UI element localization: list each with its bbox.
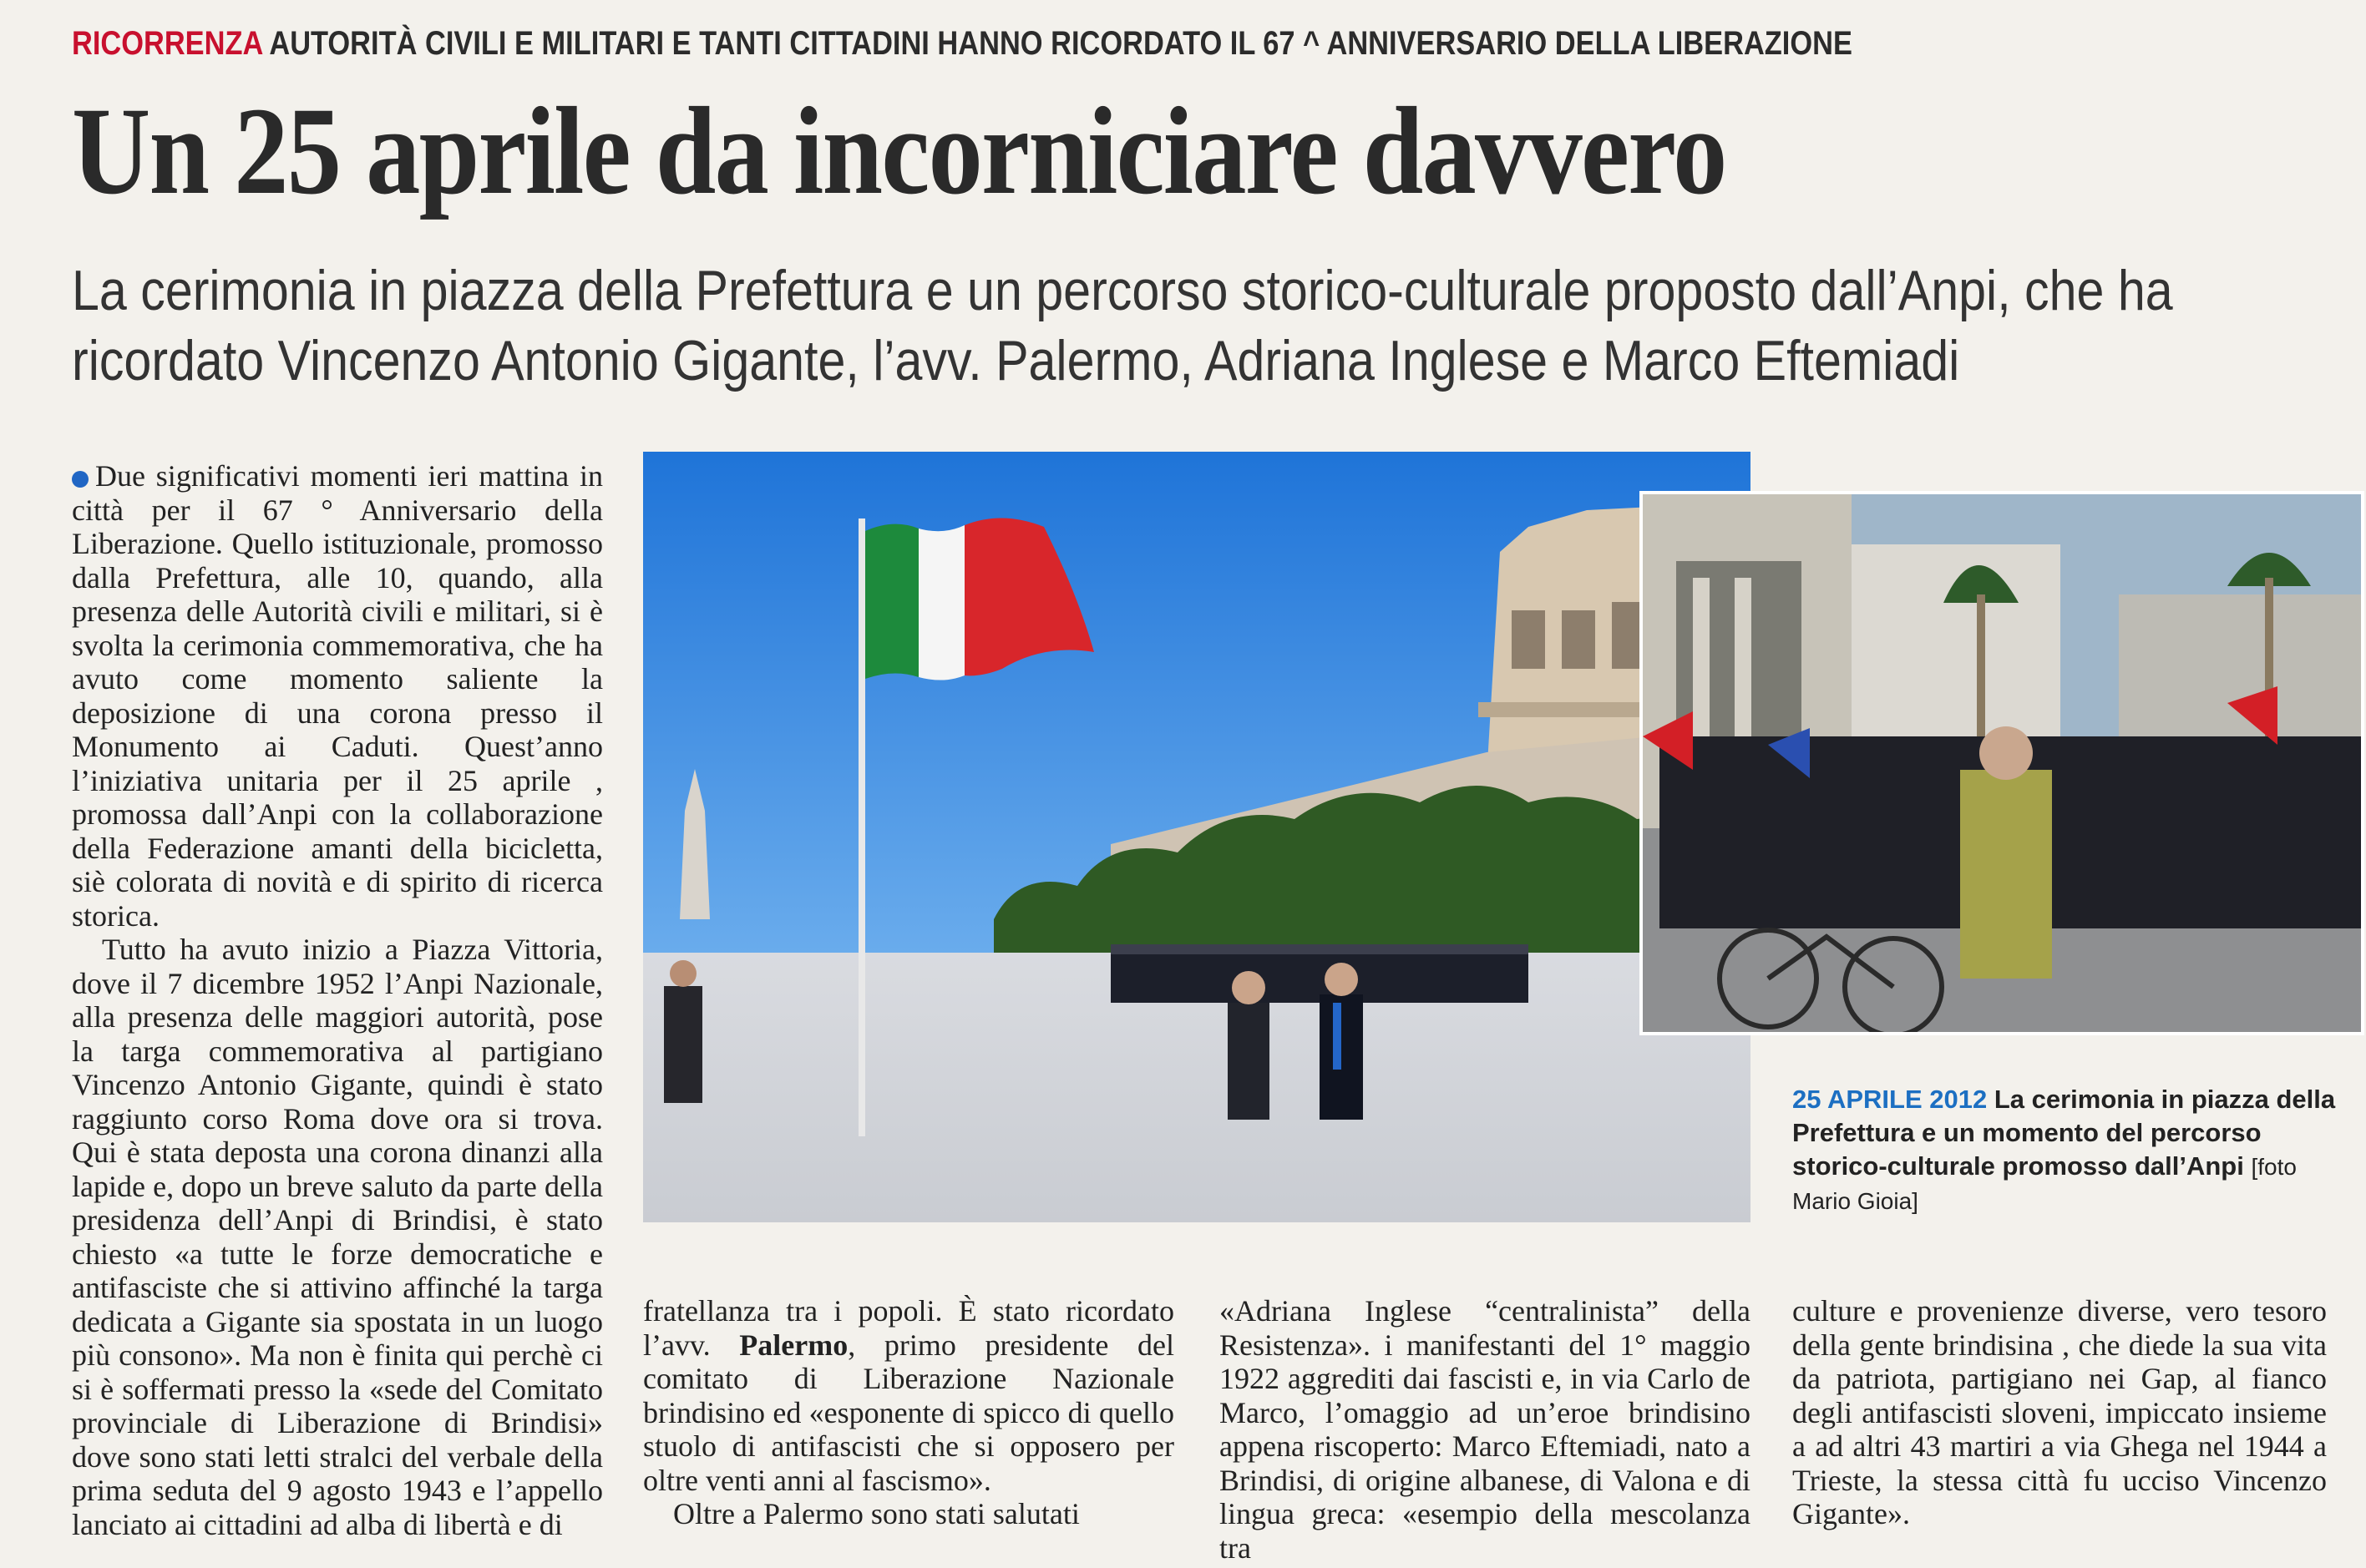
article-column-3 [1219,1294,1750,1565]
paragraph [643,1294,1174,1497]
cyclists-photo [1639,491,2364,1035]
ceremony-photo-image [643,452,1750,1222]
article-column-1 [72,459,603,1541]
caption-credit: [foto Mario Gioia] [1792,1154,2297,1214]
paragraph-text: Due significativi momenti ieri mattina in città per il 67 ° Anniversario della Liberazione. Quello istituzionale, promosso dalla Prefettura, alle 10, quando, alla presenza delle Autorità civili e militari, si è svolta la cerimonia commemorativa, che ha avuto come momento saliente la deposizione di una corona presso il Monumento ai Caduti. Quest’anno l’iniziativa unitaria per il 25 aprile , promossa dall’Anpi con la collaborazione della Federazione amanti della bicicletta, siè colorata di novità e di spirito di ricerca storica. [72,459,603,933]
caption-date: 25 APRILE 2012 [1792,1085,1988,1114]
paragraph-text: , primo presidente del comitato di Liberazione Nazionale brindisino ed «esponente di spicco di quello stuolo di antifascisti che si opposero per oltre venti anni al fascismo». [643,1328,1174,1497]
paragraph: Tutto ha avuto inizio a Piazza Vittoria, dove il 7 dicembre 1952 l’Anpi Nazionale, alla presenza delle maggiori autorità, pose la targa commemorativa al partigiano Vincenzo Antonio Gigante, quindi è stato raggiunto corso Roma dove ora si trova. Qui è stata deposta una corona dinanzi alla lapide e, dopo un breve saluto da parte della presidenza dell’Anpi di Brindisi, è stato chiesto «a tutte le forze democratiche e antifasciste che si attivino affinché la targa dedicata a Gigante sia spostata in un luogo più consono». Ma non è finita qui perchè ci si è soffermati presso la «sede del Comitato provinciale di Liberazione di Brindisi» dove sono stati letti stralci del verbale della prima seduta del 9 agosto 1943 e l’appello lanciato ai cittadini ad alba di libertà e di [72,933,603,1541]
cyclists-photo-image [1643,494,2361,1032]
article-column-2 [643,1294,1174,1531]
photo-caption [1792,1083,2360,1218]
paragraph-text: fratellanza tra i popoli. È stato ricordato l’avv. [643,1294,1174,1362]
caption-text: La cerimonia in piazza della Prefettura e un momento del percorso storico-culturale promosso dall’Anpi [1792,1085,2336,1181]
article-column-4 [1792,1294,2327,1531]
kicker [72,25,1852,63]
ceremony-photo [643,452,1750,1222]
headline: Un 25 aprile da incorniciare davvero [72,82,1726,220]
paragraph [72,459,603,933]
subheadline: La cerimonia in piazza della Prefettura e un percorso storico-culturale proposto dall’Anpi, che ha ricordato Vincenzo Antonio Gigante, l’avv. Palermo, Adriana Inglese e Marco Eftemiadi [72,259,2173,392]
kicker-text: AUTORITÀ CIVILI E MILITARI E TANTI CITTADINI HANNO RICORDATO IL 67 ^ ANNIVERSARIO DELLA LIBERAZIONE [269,25,1852,62]
paragraph: «Adriana Inglese “centralinista” della Resistenza». i manifestanti del 1° maggio 1922 aggrediti dai fascisti e, in via Carlo de Marco, l’omaggio ad un’eroe brindisino appena riscoperto: Marco Eftemiadi, nato a Brindisi, di origine albanese, di Valona e di lingua greca: «esempio della mescolanza tra [1219,1294,1750,1565]
kicker-tag: RICORRENZA [72,25,263,62]
paragraph: culture e provenienze diverse, vero tesoro della gente brindisina , che diede la sua vita da patriota, partigiano nei Gap, al fianco degli antifascisti sloveni, impiccato insieme a ad altri 43 martiri a via Ghega nel 1944 a Trieste, la stessa città fu ucciso Vincenzo Gigante». [1792,1294,2327,1530]
paragraph: Oltre a Palermo sono stati salutati [673,1497,1080,1530]
bold-name: Palermo [739,1328,849,1362]
bullet-icon [72,471,89,488]
